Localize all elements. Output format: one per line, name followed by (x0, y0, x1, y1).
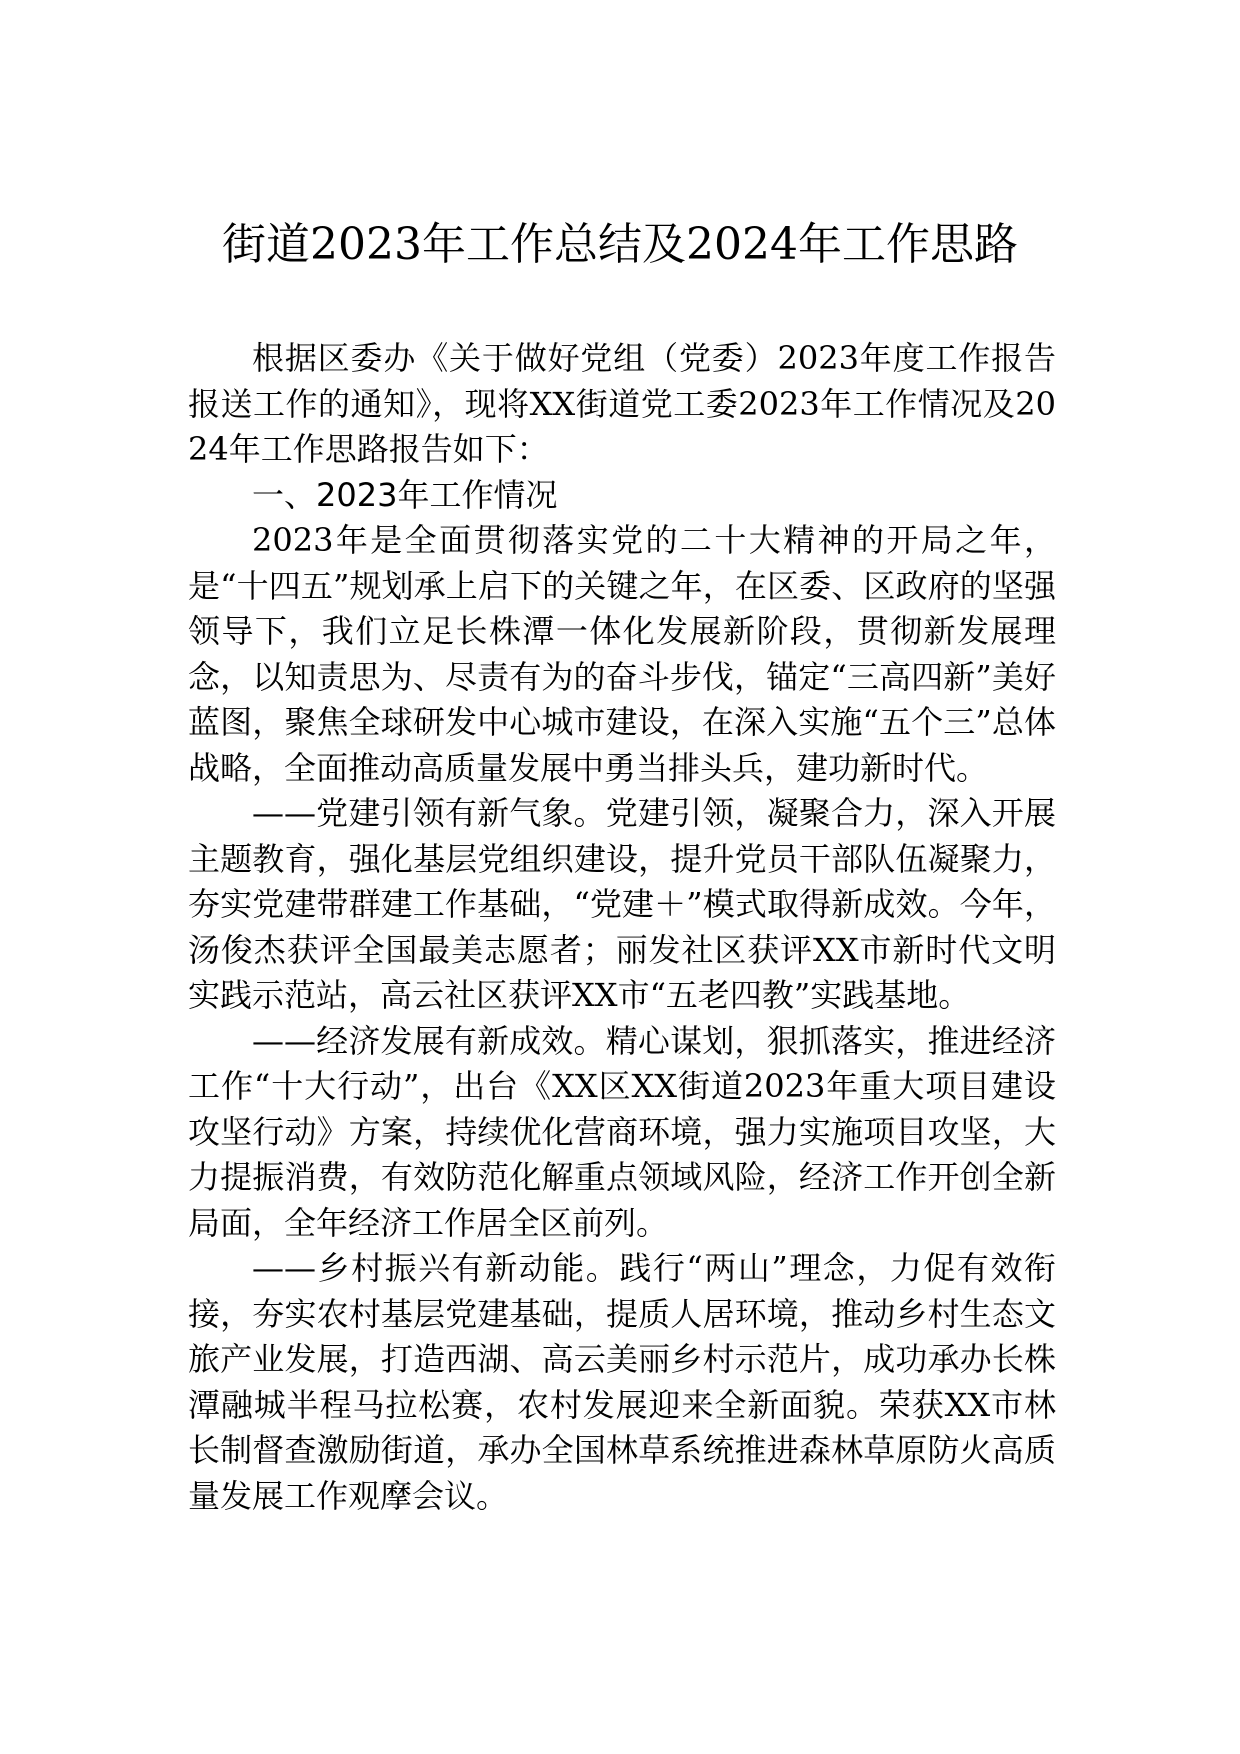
intro-paragraph: 根据区委办《关于做好党组（党委）2023年度工作报告报送工作的通知》，现将XX街道党工委2023年工作情况及2024年工作思路报告如下： (188, 339, 1056, 468)
party-building-paragraph: ——党建引领有新气象。党建引领，凝聚合力，深入开展主题教育，强化基层党组织建设，提升党员干部队伍凝聚力，夯实党建带群建工作基础，“党建＋”模式取得新成效。今年，汤俊杰获评全国最美志愿者；丽发社区获评XX市新时代文明实践示范站，高云社区获评XX市“五老四教”实践基地。 (188, 794, 1056, 1014)
rural-revitalization-paragraph: ——乡村振兴有新动能。践行“两山”理念，力促有效衔接，夯实农村基层党建基础，提质人居环境，推动乡村生态文旅产业发展，打造西湖、高云美丽乡村示范片，成功承办长株潭融城半程马拉松赛，农村发展迎来全新面貌。荣获XX市林长制督查激励街道，承办全国林草系统推进森林草原防火高质量发展工作观摩会议。 (188, 1249, 1056, 1515)
economy-paragraph: ——经济发展有新成效。精心谋划，狠抓落实，推进经济工作“十大行动”，出台《XX区XX街道2023年重大项目建设攻坚行动》方案，持续优化营商环境，强力实施项目攻坚，大力提振消费，有效防范化解重点领域风险，经济工作开创全新局面，全年经济工作居全区前列。 (188, 1021, 1056, 1242)
section-heading: 一、2023年工作情况 (252, 475, 558, 514)
document-body (188, 336, 1056, 1519)
overview-paragraph: 2023年是全面贯彻落实党的二十大精神的开局之年，是“十四五”规划承上启下的关键之年，在区委、区政府的坚强领导下，我们立足长株潭一体化发展新阶段，贯彻新发展理念，以知责思为、尽责有为的奋斗步伐，锚定“三高四新”美好蓝图，聚焦全球研发中心城市建设，在深入实施“五个三”总体战略，全面推动高质量发展中勇当排头兵，建功新时代。 (188, 521, 1056, 787)
document-title: 街道2023年工作总结及2024年工作思路 (222, 219, 1018, 270)
